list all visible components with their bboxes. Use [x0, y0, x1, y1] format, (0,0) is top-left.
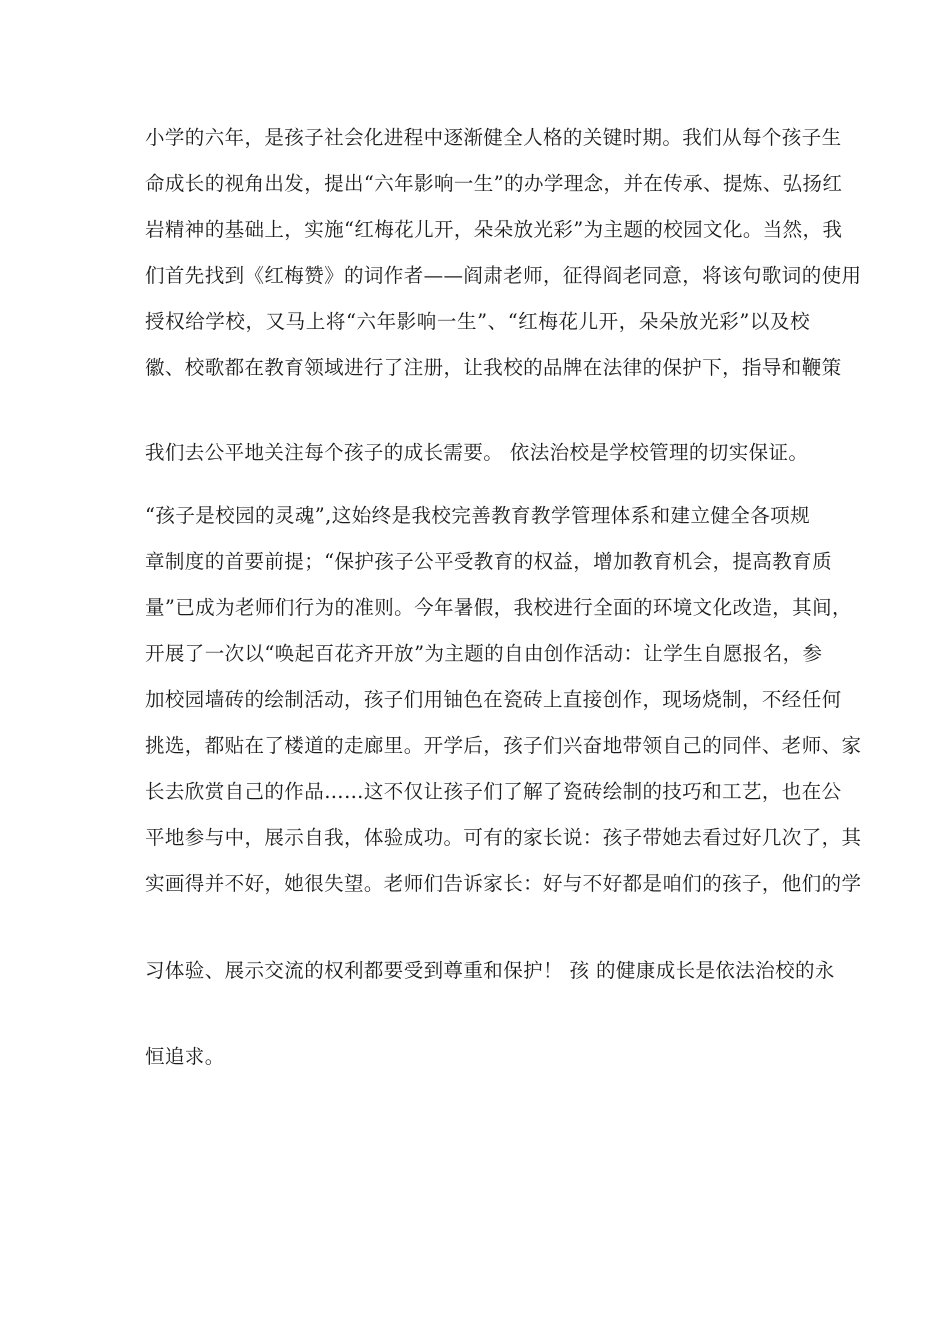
paragraph-1-line-2: 命成长的视角出发，提出“六年影响一生”的办学理念，并在传承、提炼、弘扬红 [145, 172, 843, 195]
paragraph-2-line-7: 长去欣赏自己的作品……这不仅让孩子们了解了瓷砖绘制的技巧和工艺，也在公 [145, 780, 842, 803]
paragraph-1-line-1: 小学的六年，是孩子社会化进程中逐渐健全人格的关键时期。我们从每个孩子生 [145, 126, 842, 149]
paragraph-1-line-5: 授权给学校，又马上将“六年影响一生”、“红梅花儿开，朵朵放光彩”以及校 [145, 310, 810, 333]
paragraph-2-line-9: 实画得并不好，她很失望。老师们告诉家长：好与不好都是咱们的孩子，他们的学 [145, 872, 862, 895]
paragraph-2-line-4: 开展了一次以“唤起百花齐开放”为主题的自由创作活动：让学生自愿报名，参 [145, 642, 823, 665]
paragraph-1-line-4: 们首先找到《红梅赞》的词作者——阎肃老师，征得阎老同意，将该句歌词的使用 [145, 264, 862, 287]
paragraph-2-line-2: 章制度的首要前提；“保护孩子公平受教育的权益，增加教育机会，提高教育质 [145, 550, 832, 573]
paragraph-2-line-1: “孩子是校园的灵魂”,这始终是我校完善教育教学管理体系和建立健全各项规 [145, 504, 810, 527]
paragraph-2-line-10: 习体验、展示交流的权利都要受到尊重和保护！ 孩 的健康成长是依法治校的永 [145, 959, 835, 982]
paragraph-2-line-11: 恒追求。 [145, 1045, 225, 1068]
paragraph-1-line-6: 徽、校歌都在教育领域进行了注册，让我校的品牌在法律的保护下，指导和鞭策 [145, 356, 842, 379]
paragraph-2-line-3: 量”已成为老师们行为的准则。今年暑假，我校进行全面的环境文化改造，其间， [145, 596, 852, 619]
paragraph-2-line-5: 加校园墙砖的绘制活动，孩子们用铀色在瓷砖上直接创作，现场烧制，不经任何 [145, 688, 842, 711]
paragraph-2-line-8: 平地参与中，展示自我，体验成功。可有的家长说：孩子带她去看过好几次了，其 [145, 826, 862, 849]
paragraph-2-line-6: 挑选，都贴在了楼道的走廊里。开学后，孩子们兴奋地带领自己的同伴、老师、家 [145, 734, 862, 757]
paragraph-1-line-3: 岩精神的基础上，实施“红梅花儿开，朵朵放光彩”为主题的校园文化。当然，我 [145, 218, 843, 241]
paragraph-1-line-7: 我们去公平地关注每个孩子的成长需要。 依法治校是学校管理的切实保证。 [145, 441, 809, 464]
